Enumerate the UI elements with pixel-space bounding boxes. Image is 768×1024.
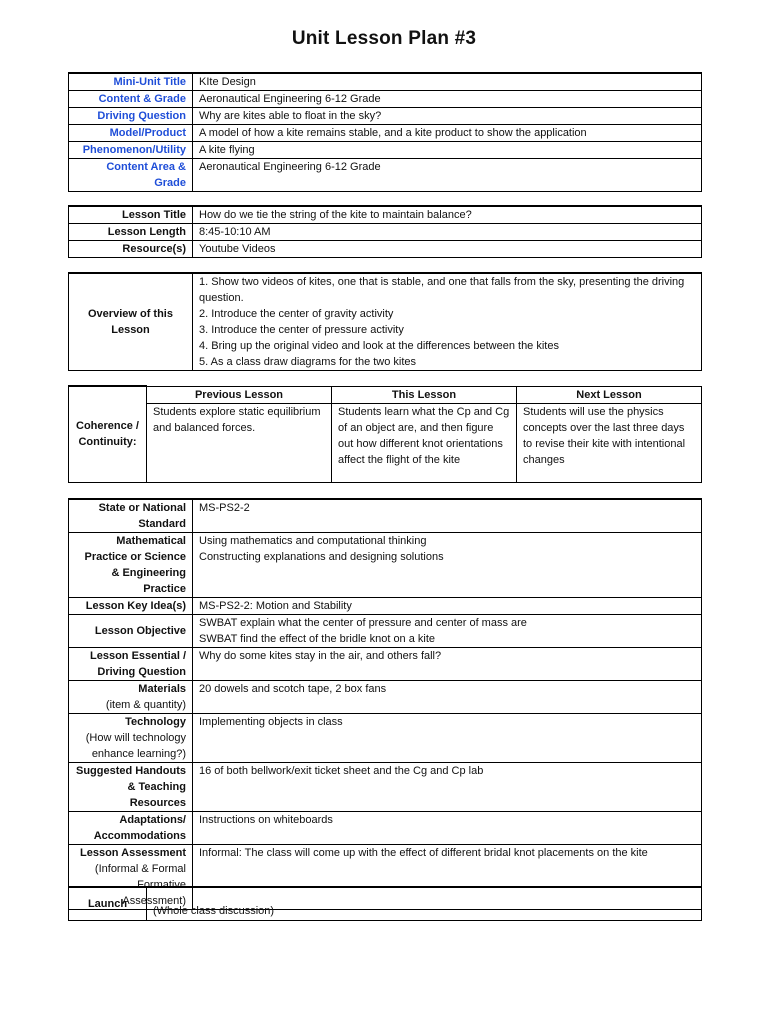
- next-lesson-text: Students will use the physics concepts over the last three days to revise their kite with intentional changes: [517, 403, 702, 482]
- content-grade-value: Aeronautical Engineering 6-12 Grade: [193, 91, 702, 108]
- launch-label: Launch: [69, 887, 147, 920]
- essential-label: Lesson Essential / Driving Question: [69, 648, 193, 681]
- practice-value: Using mathematics and computational thinking Constructing explanations and designing solutions: [193, 533, 702, 598]
- resources-value: Youtube Videos: [193, 241, 702, 258]
- phenomenon-label: Phenomenon/Utility: [69, 142, 193, 159]
- lesson-info-table: [68, 205, 702, 258]
- driving-question-label: Driving Question: [69, 108, 193, 125]
- assessment-label-title: Lesson Assessment: [80, 847, 186, 859]
- driving-question-value: Why are kites able to float in the sky?: [193, 108, 702, 125]
- this-lesson-header: This Lesson: [332, 386, 517, 403]
- handouts-label: Suggested Handouts & Teaching Resources: [69, 763, 193, 812]
- unit-info-table: [68, 72, 702, 192]
- assessment-value: Informal: The class will come up with the effect of different bridal knot placements on the kite: [193, 845, 702, 910]
- adaptations-value: Instructions on whiteboards: [193, 812, 702, 845]
- launch-text: (Whole class discussion): [147, 887, 702, 920]
- technology-label: [69, 714, 193, 763]
- previous-lesson-text: Students explore static equilibrium and balanced forces.: [147, 403, 332, 482]
- next-lesson-header: Next Lesson: [517, 386, 702, 403]
- model-product-value: A model of how a kite remains stable, and a kite product to show the application: [193, 125, 702, 142]
- content-area-label: Content Area & Grade: [69, 159, 193, 192]
- standard-label: State or National Standard: [69, 499, 193, 533]
- content-grade-label: Content & Grade: [69, 91, 193, 108]
- technology-value: Implementing objects in class: [193, 714, 702, 763]
- content-area-value: Aeronautical Engineering 6-12 Grade: [193, 159, 702, 192]
- materials-label: [69, 681, 193, 714]
- key-ideas-value: MS-PS2-2: Motion and Stability: [193, 598, 702, 615]
- standard-value: MS-PS2-2: [193, 499, 702, 533]
- handouts-value: 16 of both bellwork/exit ticket sheet and the Cg and Cp lab: [193, 763, 702, 812]
- resources-label: Resource(s): [69, 241, 193, 258]
- essential-value: Why do some kites stay in the air, and others fall?: [193, 648, 702, 681]
- coherence-label: Coherence / Continuity:: [69, 386, 147, 482]
- this-lesson-text: Students learn what the Cp and Cg of an object are, and then figure out how different knot orientations affect the flight of the kite: [332, 403, 517, 482]
- key-ideas-label: Lesson Key Idea(s): [69, 598, 193, 615]
- objective-value: SWBAT explain what the center of pressure and center of mass are SWBAT find the effect of the bridle knot on a kite: [193, 615, 702, 648]
- objective-label: Lesson Objective: [69, 615, 193, 648]
- coherence-table: [68, 385, 702, 483]
- materials-value: 20 dowels and scotch tape, 2 box fans: [193, 681, 702, 714]
- overview-text: 1. Show two videos of kites, one that is stable, and one that falls from the sky, presenting the driving question. 2. Introduce the center of gravity activity 3. Introduce the center of pressure activity 4. Bring up the original video and look at the differences between the kites 5. As a class draw diagrams for the two kites: [193, 273, 702, 371]
- page-title: Unit Lesson Plan #3: [291, 28, 477, 49]
- lesson-length-value: 8:45-10:10 AM: [193, 224, 702, 241]
- overview-table: [68, 272, 702, 371]
- practice-label: Mathematical Practice or Science & Engineering Practice: [69, 533, 193, 598]
- lesson-length-label: Lesson Length: [69, 224, 193, 241]
- launch-table: [68, 886, 702, 921]
- mini-unit-title-value: KIte Design: [193, 73, 702, 91]
- assessment-label-sub: (Informal & Formal Formative Assessment): [94, 863, 186, 907]
- previous-lesson-header: Previous Lesson: [147, 386, 332, 403]
- lesson-title-label: Lesson Title: [69, 206, 193, 224]
- phenomenon-value: A kite flying: [193, 142, 702, 159]
- materials-label-title: Materials: [138, 683, 186, 695]
- technology-label-sub: (How will technology enhance learning?): [85, 732, 186, 760]
- materials-label-sub: (item & quantity): [105, 699, 186, 711]
- overview-label: Overview of this Lesson: [69, 273, 193, 371]
- mini-unit-title-label: Mini-Unit Title: [69, 73, 193, 91]
- technology-label-title: Technology: [125, 716, 186, 728]
- adaptations-label: Adaptations/ Accommodations: [69, 812, 193, 845]
- standards-table: [68, 498, 702, 910]
- lesson-title-value: How do we tie the string of the kite to maintain balance?: [193, 206, 702, 224]
- model-product-label: Model/Product: [69, 125, 193, 142]
